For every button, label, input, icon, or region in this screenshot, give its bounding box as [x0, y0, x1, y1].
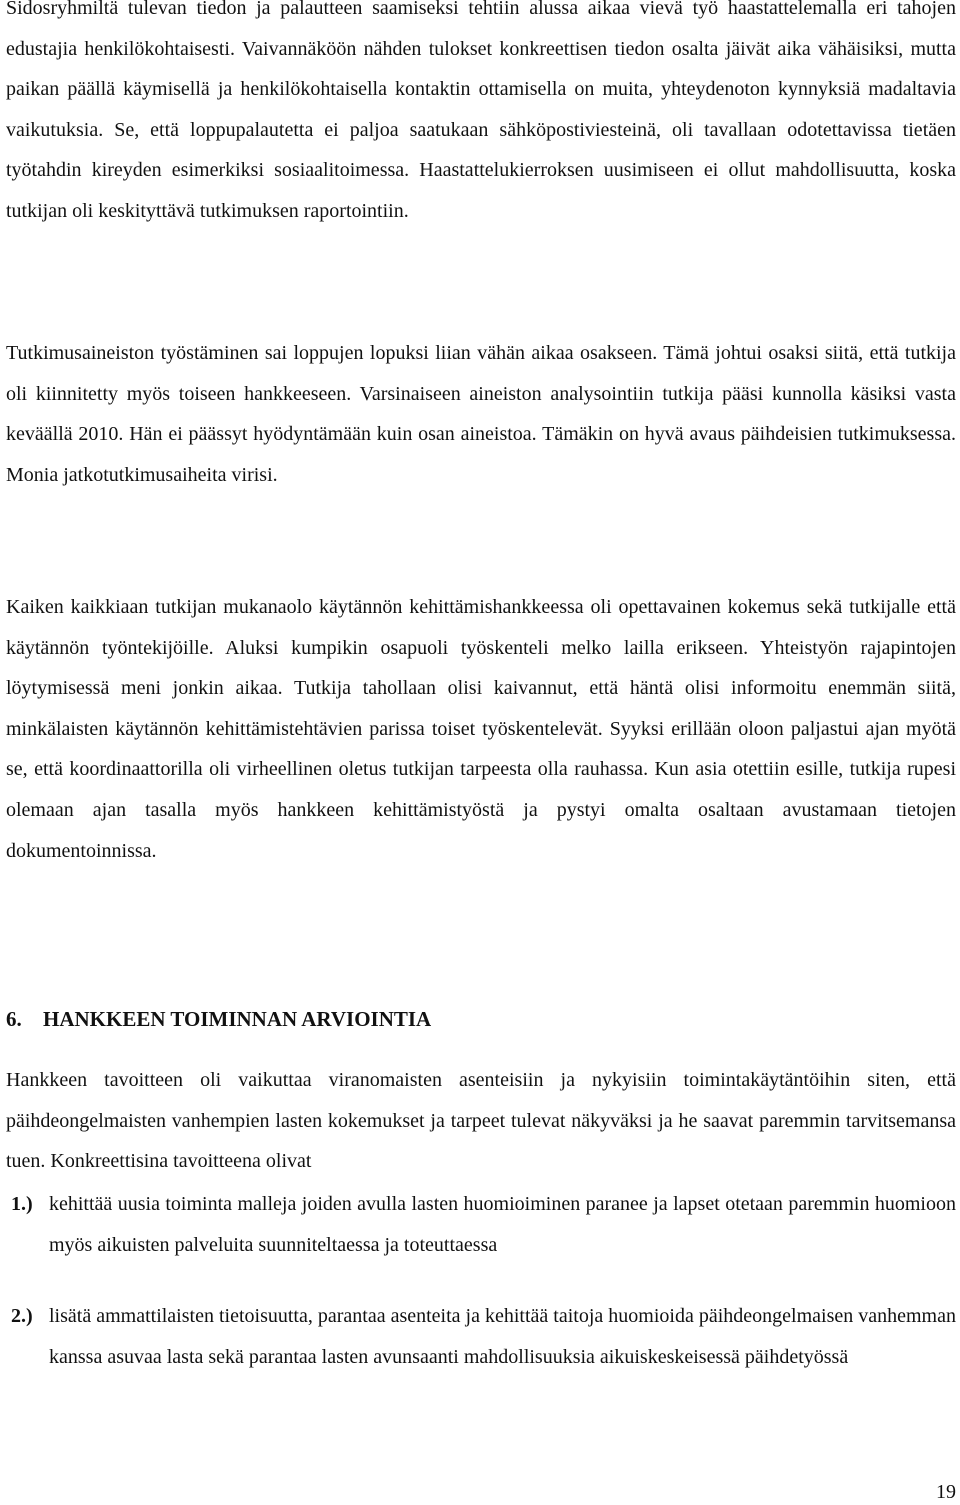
list-item: [6, 1296, 956, 1377]
list-item-number: 2.): [11, 1305, 33, 1327]
section-intro-paragraph: Hankkeen tavoitteen oli vaikuttaa viranomaisten asenteisiin ja nykyisiin toimintakäytäntöihin siten, että päihdeongelmaisten vanhempien lasten kokemukset ja tarpeet tulevat näkyväksi ja he saavat paremmin tarvitsemansa tuen. Konkreettisina tavoitteena olivat: [6, 1069, 956, 1173]
section-number: 6.: [6, 1007, 22, 1031]
list-item-number: 1.): [11, 1193, 33, 1215]
body-paragraph-1: Sidosryhmiltä tulevan tiedon ja palautteen saamiseksi tehtiin alussa aikaa vievä työ haastattelemalla eri tahojen edustajia henkilökohtaisesti. Vaivannäköön nähden tulokset konkreettisen tiedon osalta jäivät aika vähäisiksi, mutta paikan päällä käymisellä ja henkilökohtaisella kontaktin ottamisella on muita, yhteydenoton kynnyksiä madaltavia vaikutuksia. Se, että loppupalautetta ei paljoa saatukaan sähköpostiviesteinä, oli tavallaan odotettavissa tietäen työtahdin kireyden esimerkiksi sosiaalitoimessa. Haastattelukierroksen uusimiseen ei ollut mahdollisuutta, koska tutkijan oli keskityttävä tutkimuksen raportointiin.: [6, 0, 956, 222]
list-item-text: kehittää uusia toiminta malleja joiden avulla lasten huomioiminen paranee ja lapset otetaan paremmin huomioon myös aikuisten palveluita suunniteltaessa ja toteuttaessa: [49, 1193, 956, 1256]
page-number: 19: [936, 1481, 956, 1503]
list-item-text: lisätä ammattilaisten tietoisuutta, parantaa asenteita ja kehittää taitoja huomioida päihdeongelmaisen vanhemman kanssa asuvaa lasta sekä parantaa lasten avunsaanti mahdollisuuksia aikuiskeskeisessä päihdetyössä: [49, 1305, 956, 1368]
body-paragraph-3: Kaiken kaikkiaan tutkijan mukanaolo käytännön kehittämishankkeessa oli opettavainen kokemus sekä tutkijalle että käytännön työntekijöille. Aluksi kumpikin osapuoli työskenteli melko lailla erikseen. Yhteistyön rajapintojen löytymisessä meni jonkin aikaa. Tutkija tahollaan olisi kaivannut, että häntä olisi informoitu enemmän siitä, minkälaisten käytännön kehittämistehtävien parissa toiset työskentelevät. Syyksi erillään oloon paljastui ajan myötä se, että koordinaattorilla oli virheellinen oletus tutkijan tarpeesta olla rauhassa. Kun asia otettiin esille, tutkija rupesi olemaan ajan tasalla myös hankkeen kehittämistyöstä ja pystyi omalta osaltaan avustamaan tietojen dokumentoinnissa.: [6, 596, 956, 862]
section-title: HANKKEEN TOIMINNAN ARVIOINTIA: [43, 1007, 432, 1031]
section-heading: [6, 1004, 431, 1034]
document-page: [6, 0, 956, 1505]
list-item: [6, 1184, 956, 1265]
body-paragraph-2: Tutkimusaineiston työstäminen sai loppujen lopuksi liian vähän aikaa osakseen. Tämä johtui osaksi siitä, että tutkija oli kiinnitetty myös toiseen hankkeeseen. Varsinaiseen aineiston analysointiin tutkija pääsi kunnolla käsiksi vasta keväällä 2010. Hän ei päässyt hyödyntämään kuin osan aineistoa. Tämäkin on hyvä avaus päihdeisien tutkimuksessa. Monia jatkotutkimusaiheita virisi.: [6, 342, 956, 486]
